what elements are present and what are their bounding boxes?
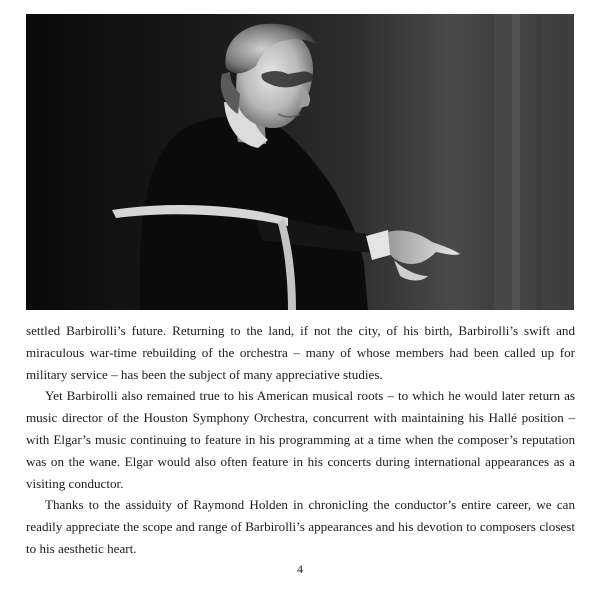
paragraph-2: Yet Barbirolli also remained true to his American musical roots – to which he would later return as music director of the Houston Symphony Orchestra, concurrent with maintaining his Hallé position – with Elgar’s music continuing to feature in his programming at a time when the composer’s reputation was on the wane. Elgar would also often feature in his concerts during international appearances as a visiting conductor.: [26, 388, 575, 491]
body-text: [26, 320, 575, 560]
paragraph-3: Thanks to the assiduity of Raymond Holden in chronicling the conductor’s entire career, we can readily appreciate the scope and range of Barbirolli’s appearances and his devotion to composers closest to his aesthetic heart.: [26, 497, 575, 556]
paragraph-1: settled Barbirolli’s future. Returning to the land, if not the city, of his birth, Barbirolli’s swift and miraculous war-time rebuilding of the orchestra – many of whose members had been called up for military service – has been the subject of many appreciative studies.: [26, 323, 575, 382]
page-number: 4: [297, 562, 303, 576]
conductor-photograph: [26, 14, 574, 310]
curtain-highlight: [494, 14, 574, 310]
